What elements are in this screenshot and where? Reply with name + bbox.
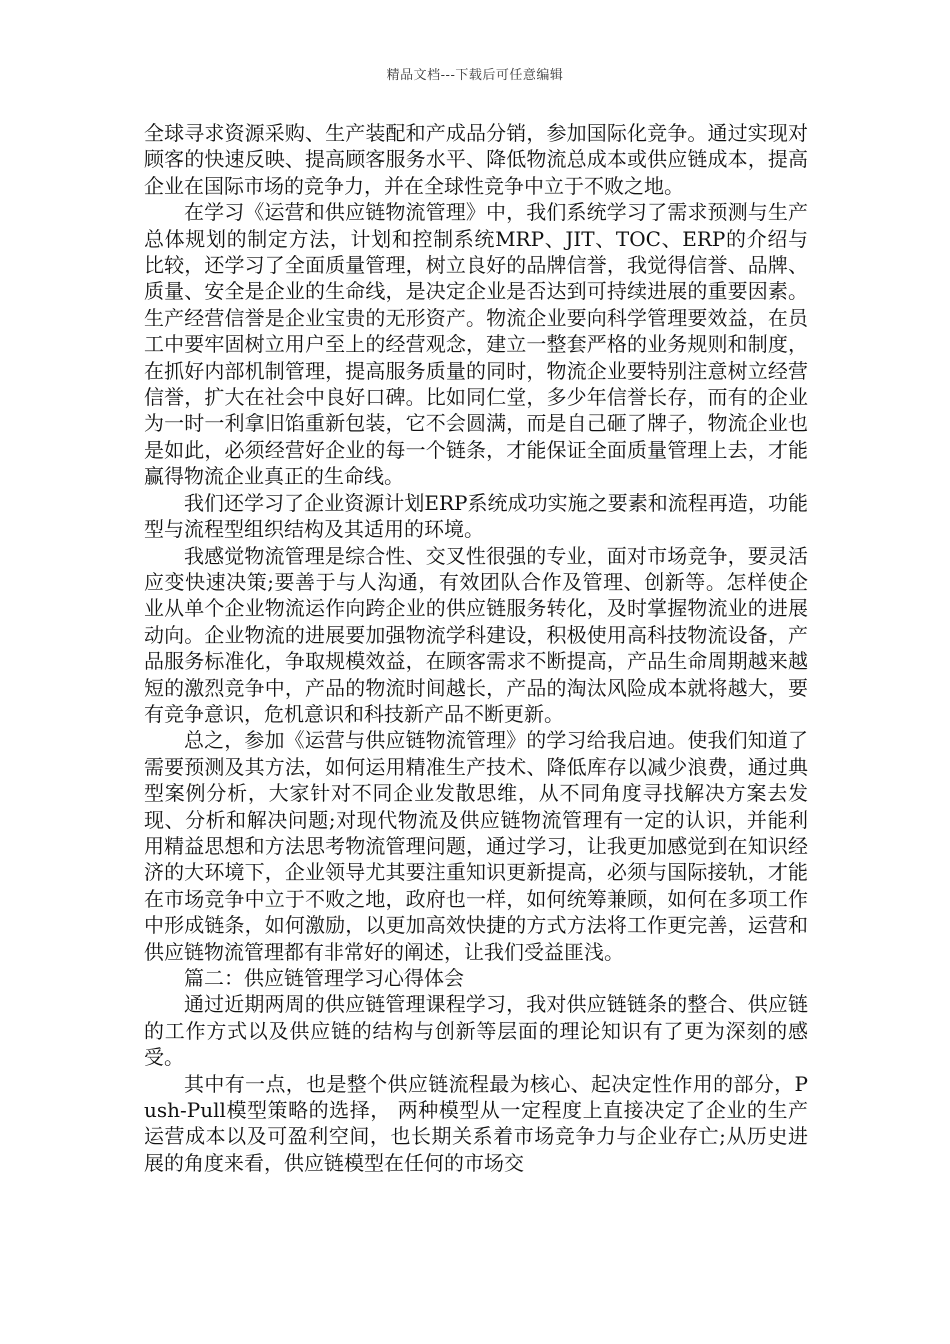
paragraph-3: 我们还学习了企业资源计划ERP系统成功实施之要素和流程再造，功能型与流程型组织结构及其适用的环境。 [144, 490, 808, 542]
paragraph-6: 通过近期两周的供应链管理课程学习，我对供应链链条的整合、供应链的工作方式以及供应链的结构与创新等层面的理论知识有了更为深刻的感受。 [144, 992, 808, 1070]
section-heading: 篇二：供应链管理学习心得体会 [184, 966, 464, 990]
paragraph-1: 全球寻求资源采购、生产装配和产成品分销，参加国际化竞争。通过实现对顾客的快速反映、提高顾客服务水平、降低物流总成本或供应链成本，提高企业在国际市场的竞争力，并在全球性竞争中立于不败之地。 [144, 121, 808, 198]
paragraph-2: 在学习《运营和供应链物流管理》中，我们系统学习了需求预测与生产总体规划的制定方法，计划和控制系统MRP、JIT、TOC、ERP的介绍与比较，还学习了全面质量管理，树立良好的品牌信誉，我觉得信誉、品牌、质量、安全是企业的生命线，是决定企业是否达到可持续进展的重要因素。生产经营信誉是企业宝贵的无形资产。物流企业要向科学管理要效益，在员工中要牢固树立用户至上的经营观念，建立一整套严格的业务规则和制度，在抓好内部机制管理，提高服务质量的同时，物流企业要特别注意树立经营信誉，扩大在社会中良好口碑。比如同仁堂，多少年信誉长存，而有的企业为一时一利拿旧馅重新包装，它不会圆满，而是自己砸了牌子，物流企业也是如此，必须经营好企业的每一个链条，才能保证全面质量管理上去，才能赢得物流企业真正的生命线。 [144, 200, 808, 489]
document-body [144, 120, 808, 1176]
paragraph-5: 总之，参加《运营与供应链物流管理》的学习给我启迪。使我们知道了需要预测及其方法，如何运用精准生产技术、降低库存以减少浪费，通过典型案例分析，大家针对不同企业发散思维，从不同角度寻找解决方案去发现、分析和解决问题;对现代物流及供应链物流管理有一定的认识，并能利用精益思想和方法思考物流管理问题，通过学习，让我更加感觉到在知识经济的大环境下，企业领导尤其要注重知识更新提高，必须与国际接轨，才能在市场竞争中立于不败之地，政府也一样，如何统筹兼顾，如何在多项工作中形成链条，如何激励，以更加高效快捷的方式方法将工作更完善，运营和供应链物流管理都有非常好的阐述，让我们受益匪浅。 [144, 728, 808, 964]
paragraph-7: 其中有一点，也是整个供应链流程最为核心、起决定性作用的部分，Push-Pull模型策略的选择， 两种模型从一定程度上直接决定了企业的生产运营成本以及可盈利空间，也长期关系着市场竞争力与企业存亡;从历史进展的角度来看，供应链模型在任何的市场交 [144, 1071, 808, 1175]
page-header: 精品文档---下载后可任意编辑 [386, 68, 564, 83]
paragraph-4: 我感觉物流管理是综合性、交叉性很强的专业，面对市场竞争，要灵活应变快速决策;要善于与人沟通，有效团队合作及管理、创新等。怎样使企业从单个企业物流运作向跨企业的供应链服务转化，及时掌握物流业的进展动向。企业物流的进展要加强物流学科建设，积极使用高科技物流设备，产品服务标准化，争取规模效益，在顾客需求不断提高，产品生命周期越来越短的激烈竞争中，产品的物流时间越长，产品的淘汰风险成本就将越大，要有竞争意识，危机意识和科技新产品不断更新。 [144, 543, 808, 726]
